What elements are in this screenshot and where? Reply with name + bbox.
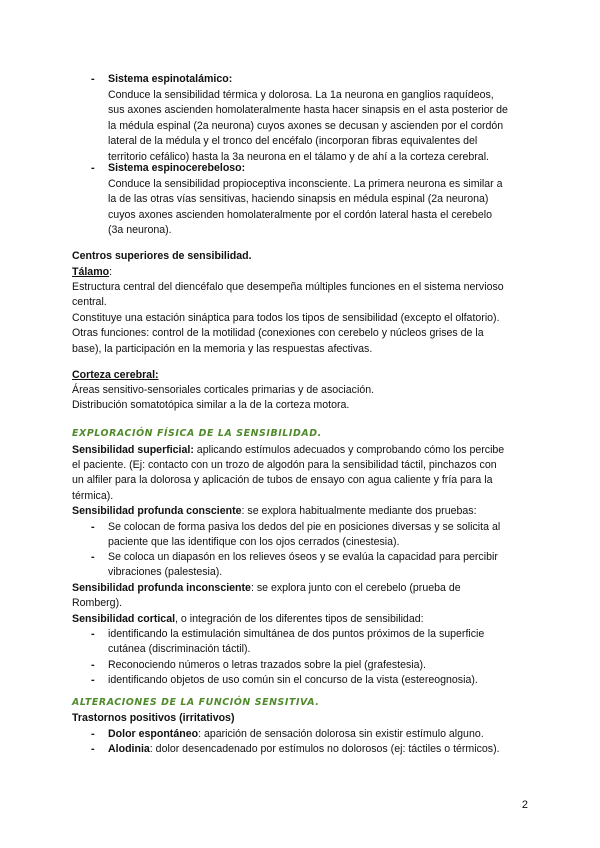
list-item [108,673,478,688]
list-item [108,727,484,742]
term-text: , o integración de los diferentes tipos de sensibilidad: [175,613,424,625]
text-line: sus axones ascienden homolateralmente hasta hacer sinapsis en el asta posterior de [108,104,508,117]
paragraph-line [72,443,504,458]
talamo-label: Tálamo [72,266,110,278]
bullet-dash: - [91,162,95,174]
term-text: : se explora habitualmente mediante dos pruebas: [241,505,477,517]
list-item [108,658,426,673]
paragraph-line [72,581,461,596]
paragraph [72,458,497,504]
text-line: Se coloca un diapasón en los relieves óseos y se evalúa la capacidad para percibir [108,551,498,563]
term-text: : dolor desencadenado por estímulos no dolorosos (ej: táctiles o térmicos). [149,743,500,755]
term-text: aplicando estímulos adecuados y comprobando cómo los percibe [193,444,505,456]
tract-description [108,177,503,239]
text-line: Constituye una estación sináptica para todos los tipos de sensibilidad (excepto el olfatorio). [72,311,500,324]
bullet-dash: - [91,743,95,755]
text-line: Se colocan de forma pasiva los dedos del pie en posiciones diversas y se solicita al [108,521,501,533]
text-line: territorio cefálico) hasta la 3a neurona en el tálamo y de ahí a la corteza cerebral. [108,150,489,163]
text-line: Reconociendo números o letras trazados sobre la piel (grafestesia). [108,659,426,671]
list-item [108,742,500,757]
subheading: Trastornos positivos (irritativos) [72,712,235,724]
list-item [108,550,498,581]
talamo-heading [72,265,112,280]
tract-title: Sistema espinocerebeloso: [108,162,246,174]
term-label: Sensibilidad cortical [72,613,176,625]
text-line: identificando la estimulación simultánea de dos puntos próximos de la superficie [108,628,485,640]
term-label: Alodinia [108,743,150,755]
text-line: (3a neurona). [108,224,172,237]
section-heading-green: ALTERACIONES DE LA FUNCIÓN SENSITIVA. [72,697,320,708]
text-line: Conduce la sensibilidad propioceptiva inconsciente. La primera neurona es similar a [108,178,503,190]
text-line: térmica). [72,489,114,502]
term-label: Sensibilidad profunda consciente [72,505,242,517]
bullet-dash: - [91,73,95,85]
text-line: cutánea (discriminación táctil). [108,643,251,656]
tract-title: Sistema espinotalámico: [108,73,233,85]
talamo-colon: : [109,266,113,278]
text-line: Romberg). [72,597,123,609]
bullet-dash: - [91,659,95,671]
talamo-text [72,280,504,357]
text-line: Áreas sensitivo-sensoriales corticales primarias y de asociación. [72,384,375,396]
paragraph-line [72,504,477,519]
paragraph-line [72,612,424,627]
corteza-text [72,383,374,414]
term-label: Sensibilidad superficial: [72,444,194,456]
text-line: cuyos axones ascienden homolateralmente por el cordón lateral hasta el cerebelo [108,208,492,221]
text-line: lateral de la médula y el tronco del encéfalo (incorporan fibras equivalentes del [108,135,478,148]
text-line: Estructura central del diencéfalo que desempeña múltiples funciones en el sistema nervioso [72,281,504,293]
text-line: la de las otras vías sensitivas, haciendo sinapsis en médula espinal (2a neurona) [108,193,489,206]
text-line: vibraciones (palestesia). [108,566,223,579]
term-label: Dolor espontáneo [108,728,199,740]
text-line: la médula espinal (2a neurona) cuyos axones se decusan y ascienden por el cordón [108,119,504,132]
text-line: base), la participación en la memoria y las respuestas afectivas. [72,342,373,355]
bullet-dash: - [91,628,95,640]
tract-description [108,88,508,165]
corteza-heading: Corteza cerebral: [72,369,159,381]
text-line: paciente que las identifique con los ojos cerrados (cinestesia). [108,536,400,549]
term-text: : aparición de sensación dolorosa sin existir estímulo alguno. [198,728,484,740]
text-line: Conduce la sensibilidad térmica y dolorosa. La 1a neurona en ganglios raquídeos, [108,89,494,101]
list-item [108,627,484,658]
text-line: el paciente. (Ej: contacto con un trozo de algodón para la sensibilidad táctil, pinchazos con [72,459,497,471]
list-item [108,520,500,551]
bullet-dash: - [91,674,95,686]
section-heading: Centros superiores de sensibilidad. [72,250,252,262]
section-heading-green: EXPLORACIÓN FÍSICA DE LA SENSIBILIDAD. [72,428,322,439]
bullet-dash: - [91,728,95,740]
text-line: central. [72,296,107,309]
bullet-dash: - [91,551,95,563]
text-line: Distribución somatotópica similar a la de la corteza motora. [72,399,350,412]
text-line: un alfiler para la dolorosa y aplicación de tubos de ensayo con agua caliente y fría para la [72,474,493,487]
page-number: 2 [521,799,528,811]
text-line: Otras funciones: control de la motilidad (conexiones con cerebelo y núcleos grises de la [72,327,484,340]
term-text: : se explora junto con el cerebelo (prueba de [250,582,461,594]
term-label: Sensibilidad profunda inconsciente [72,582,251,594]
bullet-dash: - [91,521,95,533]
text-line: identificando objetos de uso común sin el concurso de la vista (estereognosia). [108,674,478,686]
